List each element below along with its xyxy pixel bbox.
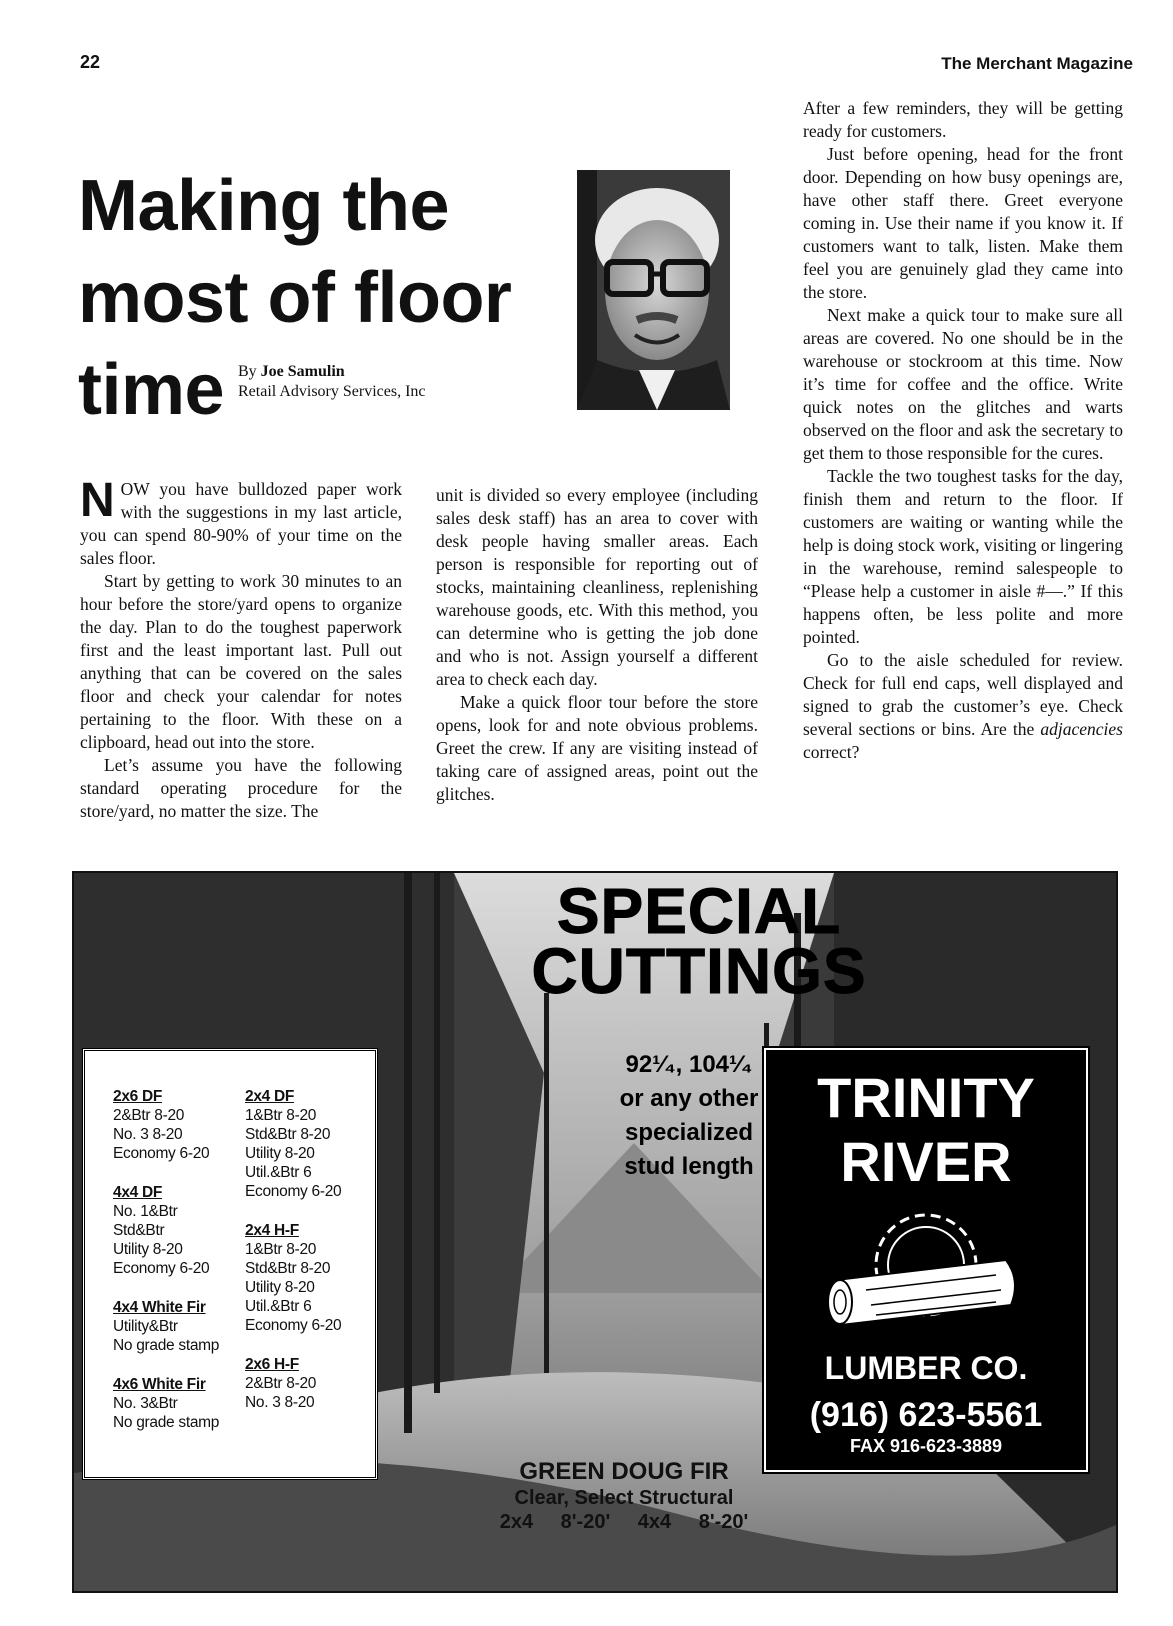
product-group	[113, 1298, 219, 1355]
product-heading: 2x4 H-F	[245, 1222, 299, 1239]
product-item: No. 3 8-20	[245, 1394, 315, 1411]
product-group	[113, 1183, 219, 1278]
product-item: 1&Btr 8-20	[245, 1107, 317, 1124]
product-item: Util.&Btr 6	[245, 1298, 312, 1315]
paragraph: Start by getting to work 30 minutes to an hour before the store/yard opens to organize the day. Plan to do the toughest paperwork first and the least important last. Pull out anything that can be covered on the sales floor and check your calendar for notes pertaining to the floor. With these on a clipboard, head out into the store.	[80, 571, 402, 752]
species-text	[464, 1458, 784, 1534]
paragraph: unit is divided so every employee (including sales desk staff) has an area to cover with desk people having smaller areas. Each person is responsible for reporting out of stocks, maintaining cleanliness, replenishing warehouse goods, etc. With this method, you can determine who is getting the job done and who is not. Assign yourself a different area to check each day.	[436, 485, 758, 689]
product-group	[113, 1375, 219, 1432]
paragraph: Let’s assume you have the following standard operating procedure for the store/yard, no matter the size. The	[80, 755, 402, 821]
product-item: 2&Btr 8-20	[113, 1107, 185, 1124]
stud-line: 92¹⁄₄, 104¹⁄₄	[625, 1051, 753, 1078]
product-item: Std&Btr 8-20	[245, 1260, 331, 1277]
byline	[238, 362, 426, 402]
company-logo-box	[764, 1048, 1088, 1472]
product-item: Std&Btr	[113, 1222, 165, 1239]
advertisement	[72, 871, 1118, 1593]
emphasis-text: adjacencies	[1040, 719, 1123, 739]
product-heading: 2x4 DF	[245, 1088, 295, 1105]
paragraph-text: OW you have bulldozed paper work with the suggestions in my last article, you can spend 80-90% of your time on the sales floor.	[80, 479, 402, 568]
fax-number: FAX 916-623-3889	[849, 1436, 1003, 1456]
species-name: GREEN DOUG FIR	[519, 1458, 729, 1485]
paragraph: Tackle the two toughest tasks for the day, finish them and return to the floor. If customers are waiting or wanting while the help is doing stock work, visiting or lingering in the warehouse, remind salespeople to “Please help a customer in aisle #—.” If this happens often, be less polite and more pointed.	[803, 466, 1123, 647]
product-item: Utility 8-20	[113, 1241, 183, 1258]
product-item: No. 1&Btr	[113, 1203, 178, 1220]
product-item: Utility 8-20	[245, 1279, 315, 1296]
product-heading: 2x6 H-F	[245, 1356, 299, 1373]
product-item: Std&Btr 8-20	[245, 1126, 331, 1143]
headline-line-1: Making the	[78, 166, 450, 246]
brand-name-line-1: TRINITY	[817, 1066, 1035, 1129]
stud-line: stud length	[624, 1153, 754, 1180]
article-column-1	[80, 474, 402, 823]
paragraph: After a few reminders, they will be getting ready for customers.	[803, 98, 1123, 141]
drop-cap: N	[80, 474, 115, 527]
stud-line: or any other	[619, 1085, 759, 1112]
phone-number: (916) 623-5561	[809, 1396, 1043, 1434]
product-group	[245, 1087, 341, 1201]
byline-prefix: By	[238, 363, 261, 380]
magazine-name: The Merchant Magazine	[941, 54, 1133, 73]
paragraph: Make a quick floor tour before the store opens, look for and note obvious problems. Greet the crew. If any are visiting instead of taking care of assigned areas, point out the glitches.	[436, 692, 758, 804]
size-list: 2x4 8'-20' 4x4 8'-20'	[499, 1511, 749, 1533]
product-item: No. 3&Btr	[113, 1395, 178, 1412]
product-heading: 4x4 White Fir	[113, 1299, 206, 1316]
product-item: Util.&Btr 6	[245, 1164, 312, 1181]
article-column-3	[803, 97, 1123, 764]
product-item: No. 3 8-20	[113, 1126, 183, 1143]
product-heading: 2x6 DF	[113, 1088, 163, 1105]
stud-line: specialized	[624, 1119, 754, 1146]
author-affiliation: Retail Advisory Services, Inc	[238, 383, 426, 400]
paragraph	[80, 474, 402, 570]
page-number: 22	[80, 52, 101, 72]
product-item: Economy 6-20	[245, 1183, 342, 1200]
headline-line-3: time	[78, 350, 225, 430]
paragraph-text: Go to the aisle scheduled for review. Check for full end caps, well displayed and signed to grab the customer’s eye. Check several sections or bins. Are the	[803, 650, 1123, 739]
ad-headline	[469, 875, 929, 1007]
ad-headline-line-1: SPECIAL	[556, 875, 842, 947]
product-item: Economy 6-20	[245, 1317, 342, 1334]
product-group	[113, 1087, 219, 1163]
product-item: 2&Btr 8-20	[245, 1375, 317, 1392]
product-column-right	[245, 1087, 341, 1432]
product-group	[245, 1355, 341, 1412]
product-item: 1&Btr 8-20	[245, 1241, 317, 1258]
product-item: Economy 6-20	[113, 1145, 210, 1162]
product-column-left	[113, 1087, 219, 1452]
product-item: Economy 6-20	[113, 1260, 210, 1277]
brand-name-line-2: RIVER	[840, 1130, 1012, 1193]
product-heading: 4x4 DF	[113, 1184, 163, 1201]
product-item: Utility&Btr	[113, 1318, 178, 1335]
brand-name-line-3: LUMBER CO.	[824, 1350, 1028, 1386]
product-item: No grade stamp	[113, 1337, 220, 1354]
ad-headline-line-2: CUTTINGS	[531, 935, 867, 1007]
grade-list: Clear, Select Structural	[514, 1487, 734, 1509]
article-column-2	[436, 484, 758, 806]
paragraph-text: correct?	[803, 742, 860, 762]
paragraph	[803, 649, 1123, 764]
paragraph: Just before opening, head for the front door. Depending on how busy openings are, have other staff there. Greet everyone coming in. Use their name if you know it. If customers want to talk, listen. Make them feel you are genuinely glad they came into the store.	[803, 144, 1123, 302]
product-heading: 4x6 White Fir	[113, 1376, 206, 1393]
product-item: Utility 8-20	[245, 1145, 315, 1162]
paragraph: Next make a quick tour to make sure all areas are covered. No one should be in the warehouse or stockroom at this time. Now it’s time for coffee and the office. Write quick notes on the glitches and warts observed on the floor and ask the secretary to get them to those responsible for the cures.	[803, 305, 1123, 463]
author-portrait	[577, 170, 730, 410]
sawblade-log-icon	[826, 1210, 1026, 1340]
product-group	[245, 1221, 341, 1335]
author-name: Joe Samulin	[260, 363, 345, 380]
headline-line-2: most of floor	[78, 258, 512, 338]
product-list-box	[82, 1048, 378, 1480]
product-item: No grade stamp	[113, 1414, 220, 1431]
